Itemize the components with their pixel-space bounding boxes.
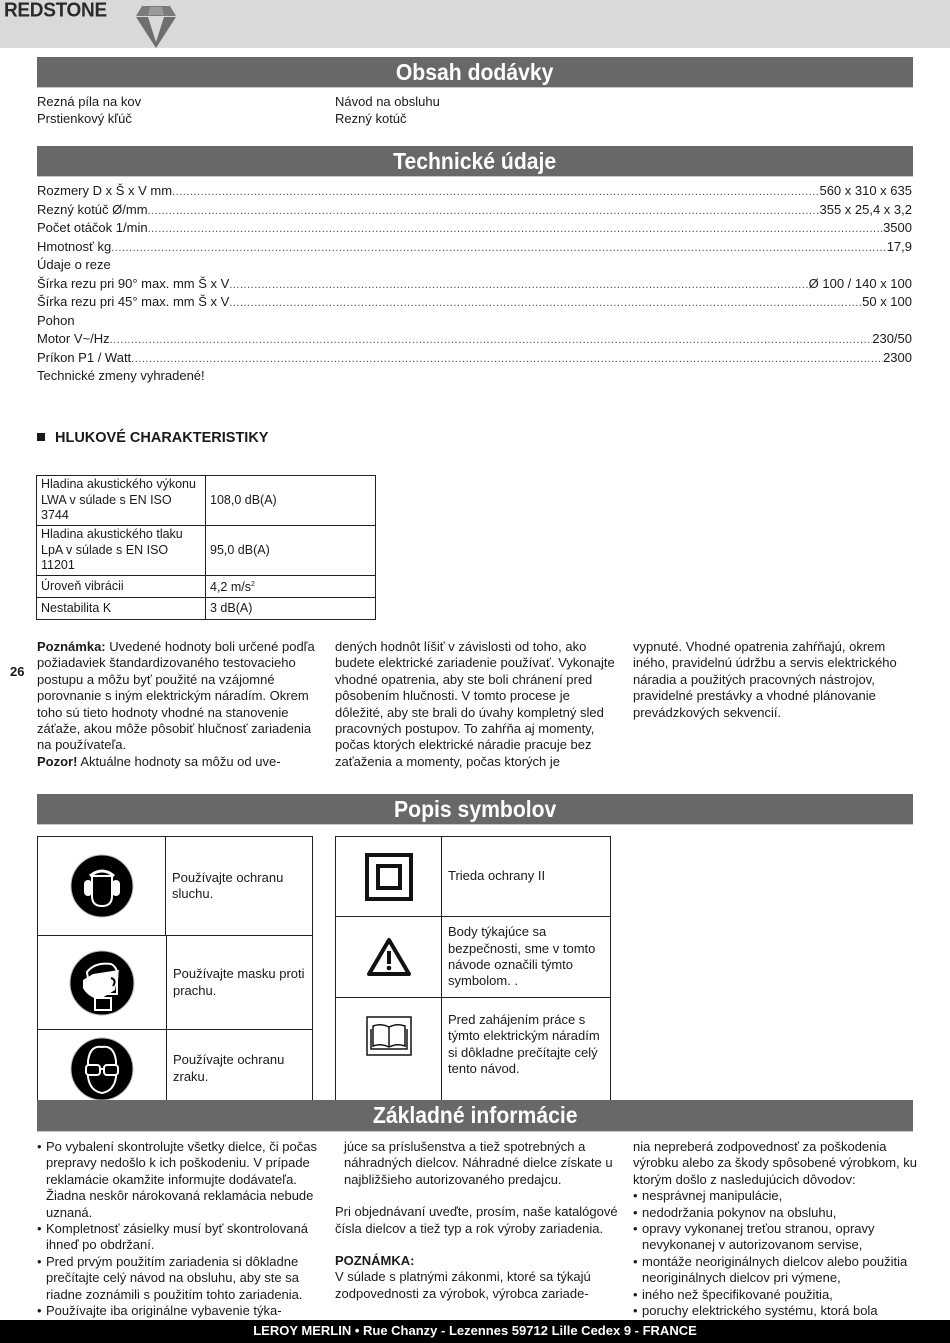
list-item: • poruchy elektrického systému, ktorá bola [633,1303,918,1319]
spec-value: 355 x 25,4 x 3,2 [819,201,912,217]
spec-row [37,293,912,312]
note-column-1 [37,639,319,770]
spec-value: 560 x 310 x 635 [819,183,912,198]
section-bar-technical [37,146,913,177]
noise-heading [37,430,268,446]
list-item: • Kompletnosť zásielky musí byť skontrolovaná ihneď po obdržaní. [37,1221,319,1254]
list-item: • Po vybalení skontrolujte všetky dielce, či počas prepravy nedošlo k ich poškodeniu. V prípade reklamácie okamžite informujte dodávateľa. Žiadna neskôr nárokovaná reklamácia nebude uznaná. [37,1139,319,1221]
brand-header [0,0,950,48]
noise-value [206,576,376,598]
symbol-row [336,916,610,997]
spec-label: Rozmery D x Š x V mm [37,183,173,198]
eye-protection-icon [70,1037,134,1101]
spec-label: Hmotnosť kg [37,238,112,254]
dust-mask-icon [69,950,135,1016]
spec-row [37,219,912,238]
noise-value-text: 4,2 m/s [210,580,251,595]
note-text: Uvedené hodnoty boli určené podľa požiadaviek štandardizovaného testovacieho postupu a môžu byť použité na vzájomné porovnanie s iným elektrickým náradím. Okrem toho sú tieto hodnoty vhodné na stanovenie záťaže, akou môže pôsobiť hlučnosť zariadenia na používateľa. [37,639,315,753]
delivery-item: Rezná píla na kov [37,94,142,109]
table-row [37,598,376,620]
noise-label: Nestabilita K [37,598,206,620]
spec-value: 17,9 [886,238,912,254]
spec-row [37,367,912,386]
symbol-description: Používajte ochranu sluchu. [172,869,284,901]
dot-leader [111,238,886,257]
spec-label: Šírka rezu pri 45° max. mm Š x V [37,294,230,309]
spec-label: Údaje o reze [37,257,111,272]
symbols-table-left [37,836,313,1106]
brand-logo-text: REDSTONE [4,0,107,22]
spec-row [37,330,912,349]
noise-value: 95,0 dB(A) [206,526,376,576]
noise-heading-text: HLUKOVÉ CHARAKTERISTIKY [55,430,269,446]
basic-info-column-3 [633,1139,918,1319]
spec-value: Ø 100 / 140 x 100 [808,275,912,291]
spec-label: Technické zmeny vyhradené! [37,368,205,383]
footer-address: LEROY MERLIN • Rue Chanzy - Lezennes 59712 Lille Cedex 9 - FRANCE [0,1320,950,1343]
spec-row [37,201,912,220]
delivery-item: Prstienkový kľúč [37,110,132,126]
basic-info-bullets [37,1139,319,1319]
spec-row [37,256,912,275]
table-row [37,526,376,576]
symbol-description: Body týkajúce sa bezpečnosti, sme v tomto návode označili týmto symbolom. . [448,924,596,989]
square-bullet-icon [37,433,45,441]
dot-leader [172,182,819,201]
symbol-description: Pred zahájením práce s týmto elektrickým náradím si dôkladne prečítajte celý tento návod. [448,1012,600,1077]
table-row [37,476,376,526]
note-paragraph: V súlade s platnými zákonmi, ktoré sa týkajú zodpovednosti za výrobok, výrobca zariade- [335,1269,591,1301]
dot-leader [110,330,873,349]
spec-value: 50 x 100 [862,294,912,309]
noise-value: 3 dB(A) [206,598,376,620]
dot-leader [229,293,862,312]
symbols-table-right [335,836,611,1106]
order-paragraph: Pri objednávaní uveďte, prosím, naše katalógové čísla dielcov a tiež typ a rok výroby zariadenia. [335,1204,618,1236]
section-title-basic-info: Základné informácie [372,1102,578,1128]
warning-text: Aktuálne hodnoty sa môžu od uve- [77,753,281,769]
note-column-3: vypnuté. Vhodné opatrenia zahŕňajú, okrem iného, pravidelnú údržbu a servis elektrického náradia a použitých pracovných nástrojov, pravidelné prestávky a vhodné plánovanie prevádzkových sekvencií. [633,639,897,720]
symbol-description: Trieda ochrany II [448,868,546,884]
hearing-protection-icon [70,854,134,918]
delivery-list-right [335,94,440,127]
noise-value: 108,0 dB(A) [206,476,376,526]
section-title-technical: Technické údaje [393,148,557,174]
read-manual-book-icon [366,1016,412,1056]
table-row [37,576,376,598]
liability-intro: nia nepreberá zodpovednosť za poškodenia výrobku alebo za škody spôsobené výrobkom, ku ktorým došlo z nasledujúcich dôvodov: [633,1139,917,1187]
spec-value: 2300 [883,349,912,365]
list-item: • opravy vykonanej treťou stranou, opravy nevykonanej v autorizovanom servise, [633,1221,918,1254]
liability-reasons [633,1188,918,1319]
spec-label: Pohon [37,312,75,328]
warning-triangle-icon [366,937,412,977]
page-number: 26 [10,664,25,679]
symbol-row [38,935,312,1029]
noise-label: Hladina akustického tlaku LpA v súlade s EN ISO 11201 [37,526,206,576]
spec-row [37,312,912,331]
dot-leader [148,219,884,238]
note-label: Poznámka: [37,639,106,654]
spec-label: Šírka rezu pri 90° max. mm Š x V [37,275,230,291]
dot-leader [148,201,820,220]
spec-label: Rezný kotúč Ø/mm [37,201,148,217]
delivery-item: Rezný kotúč [335,110,407,126]
spec-row [37,238,912,257]
list-item: • nesprávnej manipulácie, [633,1188,918,1204]
delivery-list-left [37,94,141,127]
symbol-row [38,1029,312,1107]
spec-row [37,182,912,201]
noise-table [36,475,376,620]
spec-value: 230/50 [872,331,912,346]
section-title-symbols: Popis symbolov [393,796,557,822]
section-title-delivery: Obsah dodávky [396,59,554,85]
list-item: • montáže neoriginálnych dielcov alebo použitia neoriginálnych dielcov pri výmene, [633,1254,918,1287]
basic-info-column-2 [335,1139,625,1302]
note-column-2: dených hodnôt líšiť v závislosti od toho, ako budete elektrické zariadenie používať. Vykonajte vhodné opatrenia, aby ste boli chránení pred pôsobením hlučnosti. V tomto procese je dôležité, aby ste brali do úvahy kompletný sled pracovných postupov. To zahŕňa aj momenty, počas ktorých elektrické náradie pracuje bez zaťaženia a momenty, počas ktorých je [335,639,615,769]
symbol-row [38,837,312,935]
spec-label: Počet otáčok 1/min [37,220,148,235]
list-item: • Pred prvým použitím zariadenia si dôkladne prečítajte celý návod na obsluhu, aby ste sa riadne zoznámili s použitím tohto zariadenia. [37,1254,319,1303]
spec-label: Príkon P1 / Watt [37,349,132,365]
noise-value-sup: 2 [251,581,255,589]
list-item: • Používajte iba originálne vybavenie týka- [37,1303,319,1319]
spec-row [37,275,912,294]
dot-leader [229,275,808,294]
spec-label: Motor V~/Hz [37,331,110,346]
bullet-continuation: júce sa príslušenstva a tiež spotrebných a náhradných dielcov. Náhradné dielce získate u najbližšieho autorizovaného predajcu. [344,1139,613,1187]
symbol-description: Používajte masku proti prachu. [166,936,312,1029]
diamond-gem-icon [136,4,176,48]
list-item: • nedodržania pokynov na obsluhu, [633,1205,918,1221]
list-item: • iného než špecifikované použitia, [633,1287,918,1303]
spec-row [37,349,912,368]
spec-value: 3500 [883,220,912,235]
section-bar-symbols [37,794,913,825]
section-bar-delivery [37,57,913,88]
note-heading: POZNÁMKA: [335,1253,415,1269]
dot-leader [131,349,883,368]
symbol-row [336,997,610,1107]
delivery-item: Návod na obsluhu [335,94,440,109]
symbol-row [336,837,610,916]
section-bar-basic-info [37,1100,913,1132]
symbol-description: Používajte ochranu zraku. [166,1030,312,1107]
noise-label: Hladina akustického výkonu LWA v súlade s EN ISO 3744 [37,476,206,526]
warning-label: Pozor! [37,753,78,769]
basic-info-column-1 [37,1139,319,1319]
noise-label: Úroveň vibrácii [37,576,206,598]
protection-class-ii-icon [365,853,413,901]
tech-spec-list [37,182,912,386]
